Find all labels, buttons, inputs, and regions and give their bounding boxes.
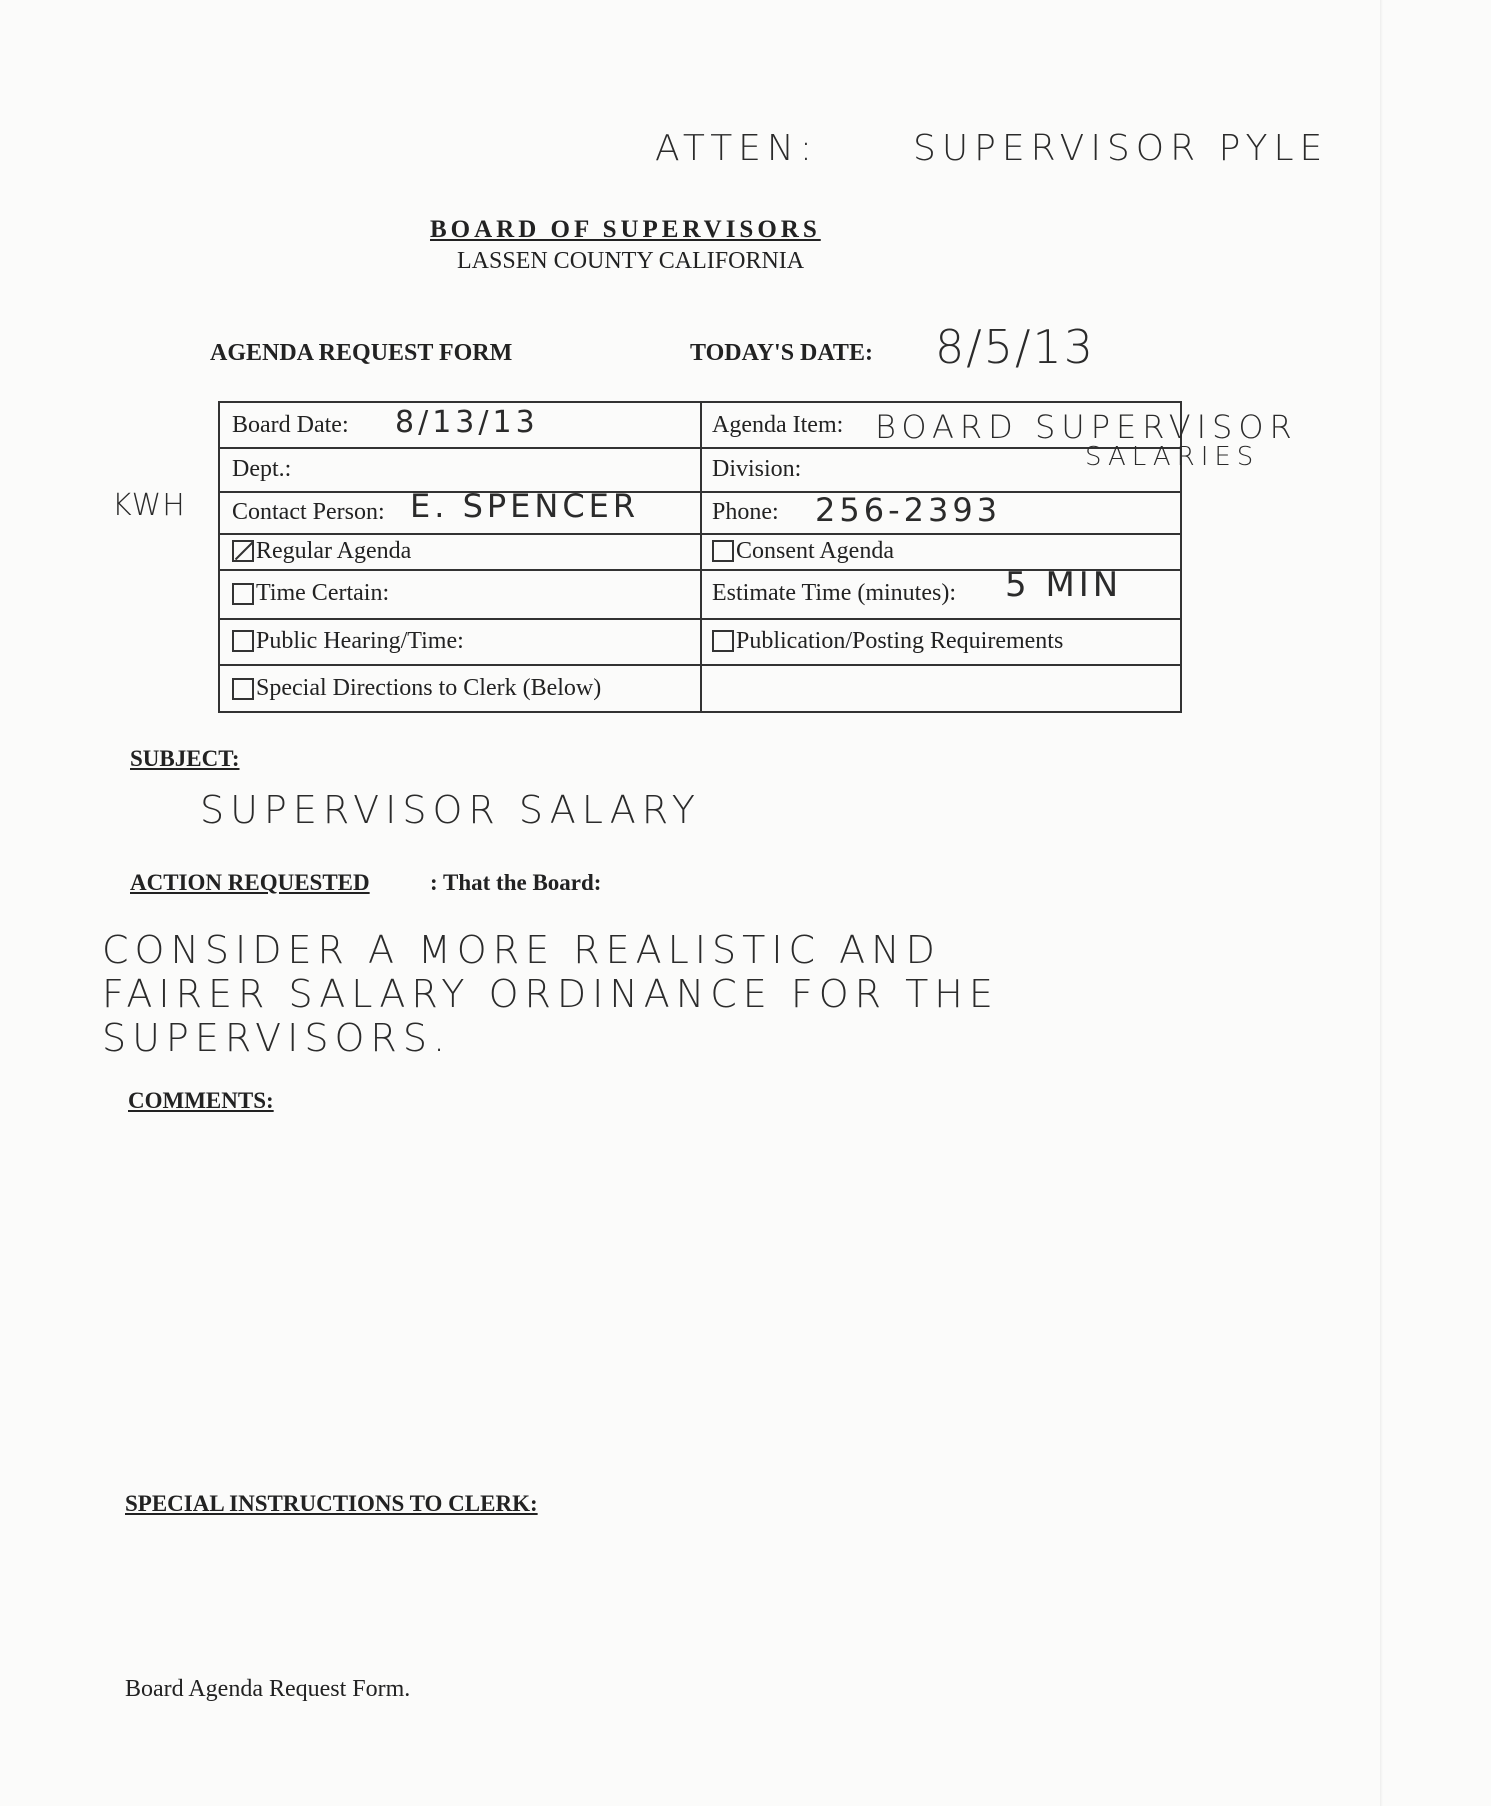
table-row-divider <box>220 447 1180 449</box>
action-requested-suffix: : That the Board: <box>430 870 602 895</box>
consent-agenda-label: Consent Agenda <box>736 537 894 564</box>
division-label: Division: <box>712 455 802 482</box>
contact-person-value: E. SPENCER <box>410 487 640 525</box>
form-title: AGENDA REQUEST FORM <box>210 340 513 366</box>
scan-edge-shadow <box>1380 0 1383 1806</box>
phone-cell <box>712 491 779 533</box>
publication-label: Publication/Posting Requirements <box>736 627 1064 654</box>
phone-label: Phone: <box>712 498 779 525</box>
estimate-time-cell <box>712 569 956 618</box>
dept-label: Dept.: <box>232 455 292 482</box>
consent-agenda-checkbox[interactable] <box>712 540 734 562</box>
attention-name: SUPERVISOR PYLE <box>912 128 1329 169</box>
public-hearing-checkbox[interactable] <box>232 630 254 652</box>
agenda-request-table <box>218 401 1182 713</box>
regular-agenda-cell <box>232 533 411 569</box>
attention-label: ATTEN: <box>655 128 818 169</box>
special-directions-checkbox[interactable] <box>232 678 254 700</box>
public-hearing-label: Public Hearing/Time: <box>256 627 464 654</box>
contact-person-label: Contact Person: <box>232 498 385 525</box>
contact-person-cell <box>232 491 385 533</box>
subject-label: SUBJECT: <box>130 746 240 771</box>
publication-cell <box>712 618 1063 664</box>
special-directions-label: Special Directions to Clerk (Below) <box>256 675 602 701</box>
agenda-item-cell <box>712 403 843 447</box>
organization-heading: BOARD OF SUPERVISORS <box>430 216 821 243</box>
action-requested-value: CONSIDER A MORE REALISTIC AND FAIRER SALARY ORDINANCE FOR THE SUPERVISORS. <box>102 928 999 1060</box>
todays-date-label: TODAY'S DATE: <box>690 340 873 366</box>
special-directions-cell <box>232 664 601 713</box>
special-instructions-label: SPECIAL INSTRUCTIONS TO CLERK: <box>125 1491 538 1516</box>
time-certain-label: Time Certain: <box>256 580 390 606</box>
division-cell <box>712 447 801 491</box>
time-certain-cell <box>232 569 389 618</box>
consent-agenda-cell <box>712 533 894 569</box>
phone-value: 256-2393 <box>815 491 1002 529</box>
dept-cell <box>232 447 291 491</box>
subject-value: SUPERVISOR SALARY <box>200 788 701 832</box>
regular-agenda-checkbox[interactable] <box>232 540 254 562</box>
time-certain-checkbox[interactable] <box>232 583 254 605</box>
estimate-time-value: 5 MIN <box>1005 565 1123 605</box>
publication-checkbox[interactable] <box>712 630 734 652</box>
county-subheading: LASSEN COUNTY CALIFORNIA <box>457 248 805 274</box>
public-hearing-cell <box>232 618 464 664</box>
footer-form-name: Board Agenda Request Form. <box>125 1676 411 1702</box>
agenda-item-label: Agenda Item: <box>712 411 844 438</box>
board-date-label: Board Date: <box>232 411 349 438</box>
agenda-item-value-continued: SALARIES <box>1085 442 1260 472</box>
regular-agenda-label: Regular Agenda <box>256 537 412 564</box>
todays-date-value: 8/5/13 <box>935 320 1096 374</box>
action-requested-label: ACTION REQUESTED <box>130 870 370 895</box>
board-date-value: 8/13/13 <box>395 405 539 440</box>
estimate-time-label: Estimate Time (minutes): <box>712 580 956 606</box>
initials-note: KWH <box>112 488 186 523</box>
agenda-item-value: BOARD SUPERVISOR <box>875 408 1298 446</box>
attention-note <box>655 128 1328 169</box>
board-date-cell <box>232 403 349 447</box>
comments-label: COMMENTS: <box>128 1088 274 1113</box>
